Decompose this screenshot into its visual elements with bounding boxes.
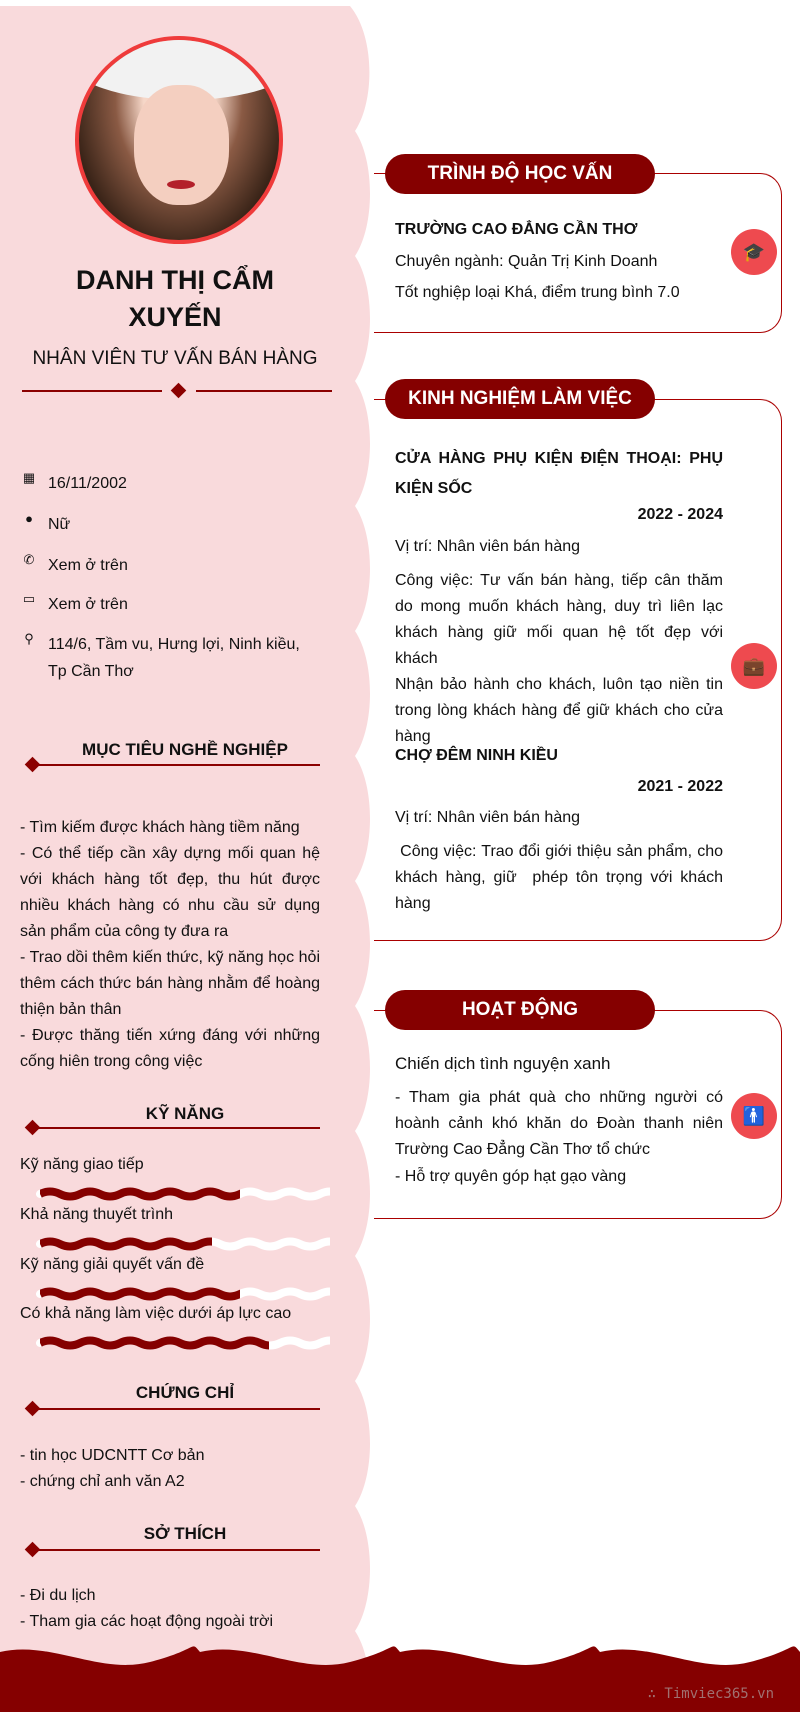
contact-text: 16/11/2002 [48, 475, 127, 492]
skill-label: Kỹ năng giao tiếp [20, 1156, 144, 1173]
divider [196, 390, 332, 392]
contact-item [22, 591, 128, 618]
location-icon: ⚲ [24, 631, 34, 646]
activity-detail: - Tham gia phát quà cho những người có hoành cảnh khó khăn do Đoàn thanh niên Trường Cao Đẳng Cần Thơ tổ chức [395, 1089, 723, 1158]
contact-item [22, 470, 127, 497]
divider [36, 1549, 320, 1551]
skill-bar [36, 1186, 330, 1202]
divider [36, 1408, 320, 1410]
certificates-heading: CHỨNG CHỈ [135, 1383, 235, 1402]
skill-label: Có khả năng làm việc dưới áp lực cao [20, 1305, 292, 1322]
contact-text: Nữ [48, 516, 71, 533]
job-title: NHÂN VIÊN TƯ VẤN BÁN HÀNG [32, 348, 318, 369]
calendar-icon: ▦ [22, 470, 36, 485]
skill-bar [36, 1335, 330, 1351]
email-icon: ▭ [22, 591, 36, 606]
job-duties: Công việc: Trao đổi giới thiệu sản phẩm, cho khách hàng, giữ phép tôn trọng với khách hàng [395, 843, 728, 912]
job-period: 2021 - 2022 [637, 778, 723, 795]
education-result: Tốt nghiệp loại Khá, điểm trung bình 7.0 [395, 284, 680, 301]
objective-text: - Tìm kiếm được khách hàng tiềm năng - Có thể tiếp cần xây dựng mối quan hệ với khách hàng tốt đẹp, thu hút được nhiều khách hàng có nhu cầu sử dụng sản phẩm của công ty đưa ra - Trao dồi thêm kiến thức, kỹ năng học hỏi thêm cách thức bán hàng nhằm để hoàng thiện bản thân - Được thăng tiến xứng đáng với những cống hiên trong công việc [20, 819, 320, 1070]
activity-detail: - Hỗ trợ quyên góp hạt gạo vàng [395, 1168, 627, 1185]
education-heading: TRÌNH ĐỘ HỌC VẤN [385, 154, 655, 194]
activities-heading: HOẠT ĐỘNG [385, 990, 655, 1030]
contact-text: Xem ở trên [48, 557, 128, 574]
contact-item [22, 511, 70, 538]
job-company: CHỢ ĐÊM NINH KIỀU [395, 747, 558, 764]
job-company: CỬA HÀNG PHỤ KIỆN ĐIỆN THOẠI: PHỤ KIỆN SỐC [395, 450, 723, 497]
contact-item [22, 631, 300, 685]
education-major: Chuyên ngành: Quản Trị Kinh Doanh [395, 253, 658, 270]
certificates-list: - tin học UDCNTT Cơ bản - chứng chỉ anh văn A2 [20, 1447, 205, 1490]
job-position: Vị trí: Nhân viên bán hàng [395, 538, 581, 555]
skill-label: Kỹ năng giải quyết vấn đề [20, 1256, 205, 1273]
person-icon: 🚹 [731, 1093, 777, 1139]
contact-text: Xem ở trên [48, 596, 128, 613]
user-icon: ● [25, 511, 33, 526]
skills-heading: KỸ NĂNG [145, 1104, 225, 1123]
divider [22, 390, 162, 392]
divider [36, 764, 320, 766]
skill-bar [36, 1286, 330, 1302]
school-name: TRƯỜNG CAO ĐẲNG CẦN THƠ [395, 221, 638, 238]
divider [36, 1127, 320, 1129]
skill-label: Khả năng thuyết trình [20, 1206, 173, 1223]
activity-name: Chiến dịch tình nguyện xanh [395, 1054, 611, 1073]
hobbies-heading: SỞ THÍCH [143, 1524, 227, 1543]
skill-bar [36, 1236, 330, 1252]
avatar [75, 36, 283, 244]
job-duties: Công việc: Tư vấn bán hàng, tiếp cân thăm do mong muốn khách hàng, duy trì liên lạc khách hàng giữ mối quan hệ tốt đẹp với khách Nhận bảo hành cho khách, luôn tạo niền tin trong lòng khách hàng để giữ khách cho cửa hàng [395, 572, 723, 745]
hobbies-list: - Đi du lịch - Tham gia các hoạt động ngoài trời [20, 1587, 274, 1630]
objective-heading: MỤC TIÊU NGHỀ NGHIỆP [82, 740, 288, 759]
footer-brand: ∴ Timviec365.vn [647, 1686, 774, 1702]
contact-item [22, 552, 128, 579]
job-period: 2022 - 2024 [637, 506, 723, 523]
graduation-cap-icon: 🎓 [731, 229, 777, 275]
candidate-name: DANH THỊ CẨM XUYẾN [76, 265, 274, 332]
briefcase-icon: 💼 [731, 643, 777, 689]
experience-heading: KINH NGHIỆM LÀM VIỆC [385, 379, 655, 419]
job-position: Vị trí: Nhân viên bán hàng [395, 809, 581, 826]
phone-icon: ✆ [23, 552, 35, 567]
contact-text: 114/6, Tầm vu, Hưng lợi, Ninh kiều, Tp Cần Thơ [48, 636, 300, 680]
